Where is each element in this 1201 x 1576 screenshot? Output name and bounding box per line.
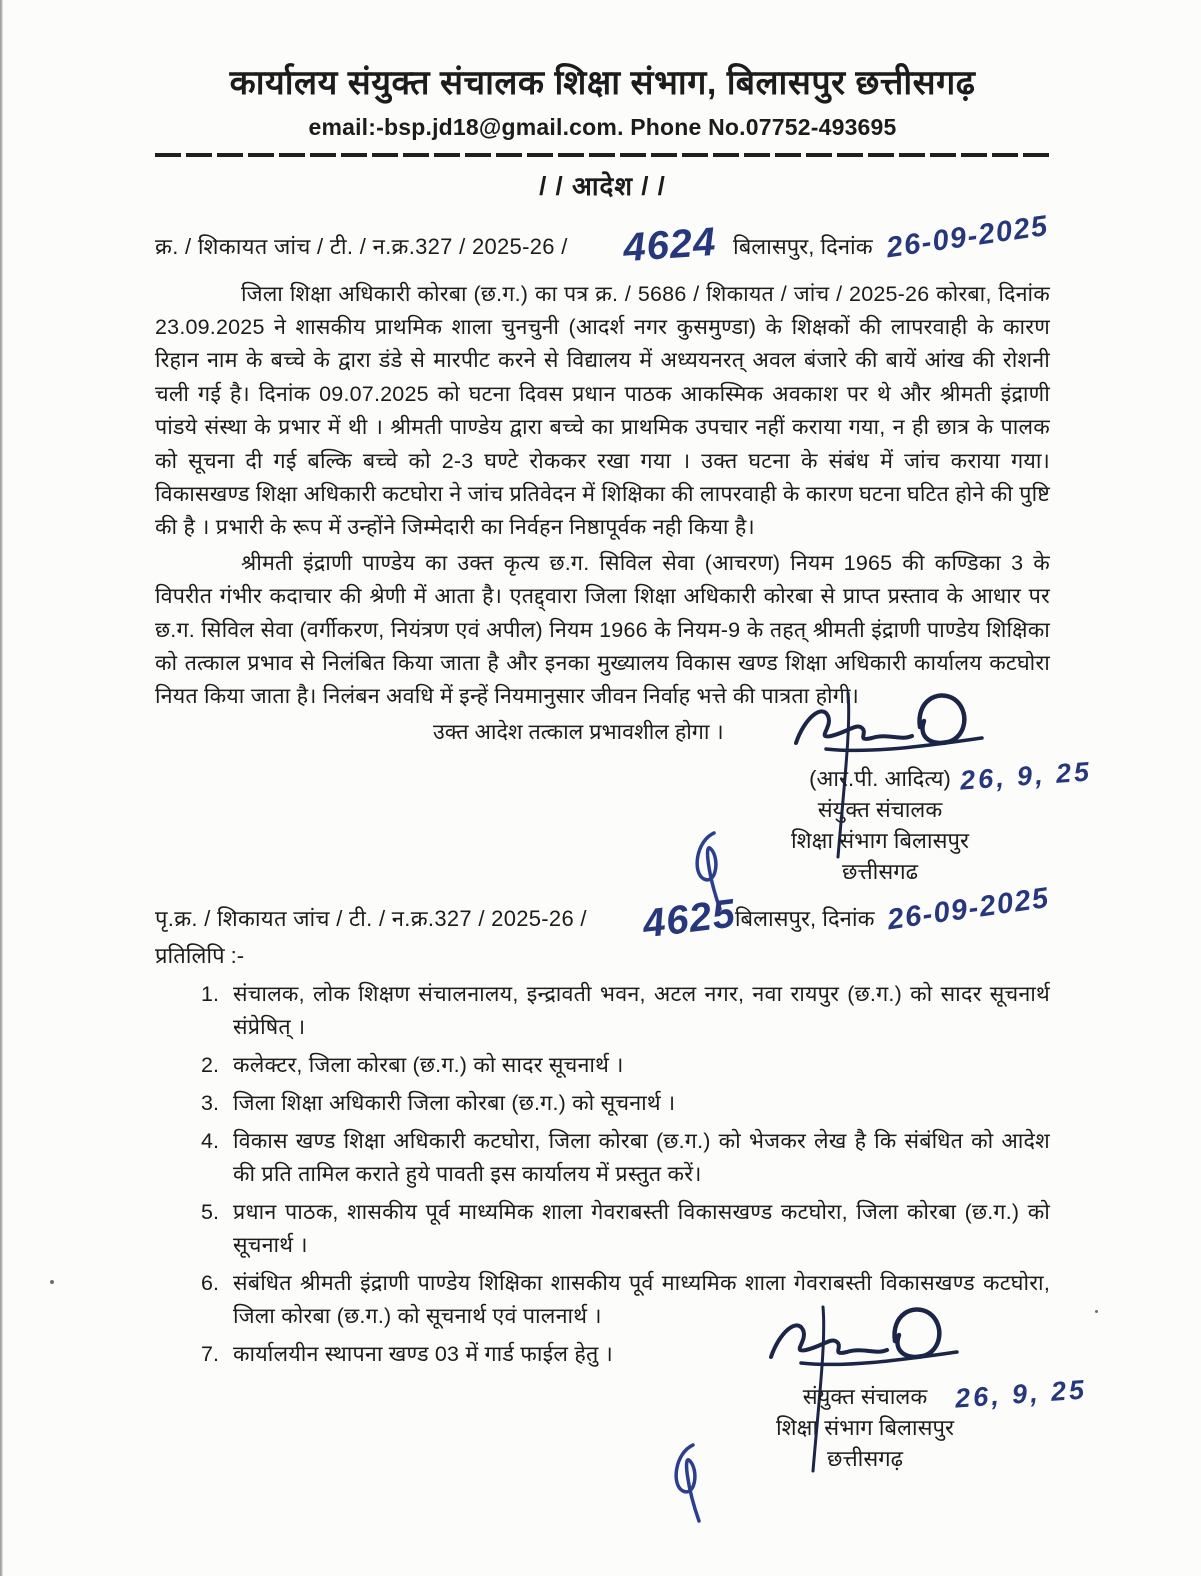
copy-item-1 (155, 978, 1050, 1044)
endorsement-ref-row (155, 882, 1053, 947)
copy-item-5 (155, 1196, 1050, 1262)
copy-item-text: कलेक्टर, जिला कोरबा (छ.ग.) को सादर सूचनार्थ । (233, 1053, 624, 1078)
effective-line: उक्त आदेश तत्काल प्रभावशील होगा । (433, 719, 724, 744)
letterhead-divider (155, 153, 1050, 157)
copy-item-text: संबंधित श्रीमती इंद्राणी पाण्डेय शिक्षिका शासकीय पूर्व माध्यमिक शाला गेवराबस्ती विकासखण्ड कटघोरा, जिला कोरबा (छ.ग.) को सूचनार्थ एवं पालनार्थ । (233, 1271, 1050, 1329)
signer-name: (आर.पी. आदित्य) (809, 766, 951, 792)
copy-item-number: 3. (201, 1091, 219, 1116)
copy-list (155, 978, 1050, 1371)
copy-item-text: विकास खण्ड शिक्षा अधिकारी कटघोरा, जिला कोरबा (छ.ग.) को भेजकर लेख है कि संबंधित को आदेश की प्रति तामिल कराते हुये पावती इस कार्यालय में प्रस्तुत करें। (233, 1129, 1050, 1187)
copy-item-7 (155, 1338, 1050, 1371)
signer-division: शिक्षा संभाग बिलासपुर (790, 828, 970, 854)
place-date-group-2 (734, 882, 1053, 937)
signature-block-top (730, 756, 1093, 887)
letterhead (155, 0, 1050, 157)
copy-item-number: 5. (201, 1200, 219, 1225)
scan-speck (50, 1280, 54, 1284)
body-paragraph-1: जिला शिक्षा अधिकारी कोरबा (छ.ग.) का पत्र क्र. / 5686 / शिकायत / जांच / 2025-26 कोरबा, दिनांक 23.09.2025 ने शासकीय प्राथमिक शाला चुनचुनी (आदर्श नगर कुसमुण्डा) के शिक्षकों की लापरवाही के कारण रिहान नाम के बच्चे के द्वारा डंडे से मारपीट करने से विद्यालय में अध्ययनरत् अवल बंजारे की बायें आंख की रोशनी चली गई है। दिनांक 09.07.2025 को घटना दिवस प्रधान पाठक आकस्मिक अवकाश पर थे और श्रीमती इंद्राणी पांडये संस्था के प्रभार में थी । श्रीमती पाण्डेय द्वारा बच्चे का प्राथमिक उपचार नहीं कराया गया, न ही छात्र के पालक को सूचना दी गई बल्कि बच्चे को 2-3 घण्टे रोककर रखा गया । उक्त घटना के संबंध में जांच कराया गया। विकासखण्ड शिक्षा अधिकारी कटघोरा ने जांच प्रतिवेदन में शिक्षिका की लापरवाही के कारण घटना घटित होने की पुष्टि की है । प्रभारी के रूप में उन्होंने जिम्मेदारी का निर्वहन निष्ठापूर्वक नही किया है। (155, 281, 1050, 540)
signer-designation: संयुक्त संचालक (802, 1384, 928, 1410)
endorsement-ref-number: पृ.क्र. / शिकायत जांच / टी. / न.क्र.327 / 2025-26 / (155, 906, 587, 932)
ref-number: क्र. / शिकायत जांच / टी. / न.क्र.327 / 2025-26 / (155, 233, 568, 259)
handwritten-dispatch-number: 4624 (621, 219, 718, 270)
copy-item-text: कार्यालयीन स्थापना खण्ड 03 में गार्ड फाईल हेतु । (233, 1342, 613, 1367)
document-content (155, 0, 1093, 1474)
copy-item-text: संचालक, लोक शिक्षण संचालनालय, इन्द्रावती भवन, अटल नगर, नवा रायपुर (छ.ग.) को सादर सूचनार्थ संप्रेषित् । (233, 982, 1050, 1040)
copy-item-number: 4. (201, 1129, 219, 1154)
place-date-label: बिलासपुर, दिनांक (733, 233, 873, 259)
signer-state: छत्तीसगढ़ (827, 1446, 903, 1472)
handwritten-sign-date: 26, 9, 25 (958, 756, 1093, 796)
copy-item-number: 1. (201, 982, 219, 1007)
ref-row (155, 209, 1051, 270)
copy-item-2 (155, 1049, 1050, 1082)
copy-item-6 (155, 1267, 1050, 1333)
place-date-label-2: बिलासपुर, दिनांक (734, 906, 875, 932)
handwritten-sign-date: 26, 9, 25 (953, 1374, 1088, 1414)
signer-name-line (730, 756, 1093, 796)
copy-item-text: प्रधान पाठक, शासकीय पूर्व माध्यमिक शाला गेवराबस्ती विकासखण्ड कटघोरा, जिला कोरबा (छ.ग.) को सूचनार्थ । (233, 1200, 1050, 1258)
copy-item-number: 7. (201, 1342, 219, 1367)
signature-block-bottom (715, 1374, 1088, 1474)
scan-speck (1095, 1310, 1098, 1313)
place-date-group (733, 209, 1051, 264)
copy-list-label: प्रतिलिपि :- (155, 943, 245, 969)
copy-item-number: 2. (201, 1053, 219, 1078)
signer-designation-line (715, 1374, 1088, 1414)
handwritten-dispatch-number-2: 4625 (640, 891, 738, 947)
contact-line: email:-bsp.jd18@gmail.com. Phone No.07752-493695 (308, 113, 897, 140)
body-paragraph-2: श्रीमती इंद्राणी पाण्डेय का उक्त कृत्य छ.ग. सिविल सेवा (आचरण) नियम 1965 की कण्डिका 3 के विपरीत गंभीर कदाचार की श्रेणी में आता है। एतद्द्वारा जिला शिक्षा अधिकारी कोरबा से प्राप्त प्रस्ताव के आधार पर छ.ग. सिविल सेवा (वर्गीकरण, नियंत्रण एवं अपील) नियम 1966 के नियम-9 के तहत् श्रीमती इंद्राणी पाण्डेय शिक्षिका को तत्काल प्रभाव से निलंबित किया जाता है और इनका मुख्यालय विकास खण्ड शिक्षा अधिकारी कार्यालय कटघोरा नियत किया जाता है। निलंबन अवधि में इन्हें नियमानुसार जीवन निर्वाह भत्ते की पात्रता होगी। (155, 550, 1050, 709)
signer-designation: संयुक्त संचालक (817, 797, 943, 823)
office-title: कार्यालय संयुक्त संचालक शिक्षा संभाग, बिलासपुर छत्तीसगढ़ (229, 64, 976, 102)
copy-item-4 (155, 1125, 1050, 1191)
handwritten-date: 26-09-2025 (884, 209, 1051, 264)
signer-division: शिक्षा संभाग बिलासपुर (775, 1415, 955, 1441)
copy-item-number: 6. (201, 1271, 219, 1296)
order-heading: / / आदेश / / (539, 170, 666, 201)
copy-item-text: जिला शिक्षा अधिकारी जिला कोरबा (छ.ग.) को सूचनार्थ । (233, 1091, 676, 1116)
copy-item-3 (155, 1087, 1050, 1120)
handwritten-date-2: 26-09-2025 (885, 882, 1053, 937)
signer-state: छत्तीसगढ (842, 859, 918, 885)
